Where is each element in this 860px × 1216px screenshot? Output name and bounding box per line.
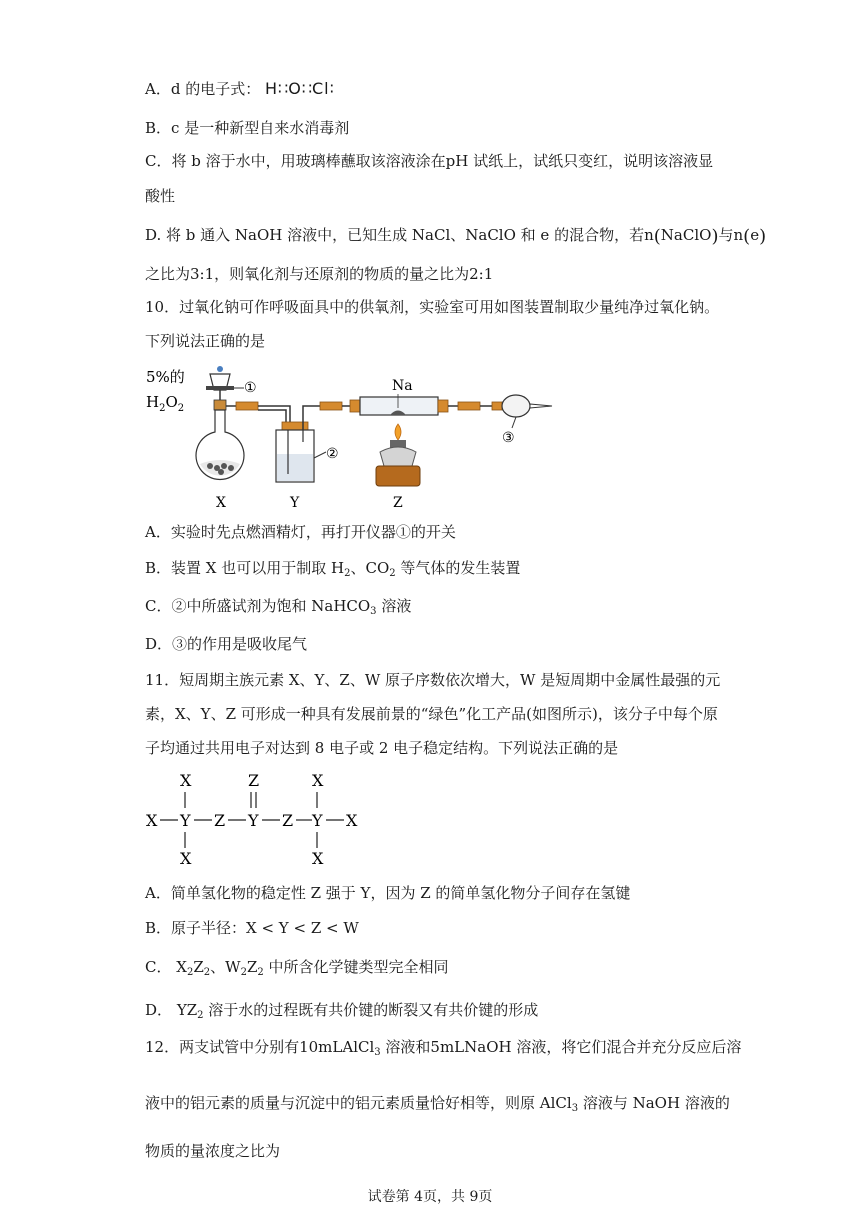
svg-text:X: X	[180, 771, 192, 790]
na-label: Na	[392, 378, 413, 394]
q10-option-a: A．实验时先点燃酒精灯，再打开仪器①的开关	[145, 523, 456, 541]
svg-text:X: X	[180, 849, 192, 868]
q11-option-b: B．原子半径：X < Y < Z < W	[145, 919, 359, 937]
svg-text:Y: Y	[180, 811, 191, 830]
q9-option-c-line2: 酸性	[145, 187, 176, 205]
reagent-label-2: $H_2O_2$	[146, 393, 185, 414]
label-1: ①	[244, 380, 257, 396]
round-bottom-flask-x	[196, 400, 244, 479]
label-y: Y	[290, 495, 300, 511]
q10-option-d: D．③的作用是吸收尾气	[145, 635, 308, 653]
q12-stem-line3: 物质的量浓度之比为	[145, 1142, 281, 1160]
label-z: Z	[393, 495, 403, 511]
q11-structure-formula	[140, 770, 380, 870]
hocl-electron-formula: H∷O∷Cl∶	[265, 79, 334, 98]
svg-text:Z: Z	[282, 811, 294, 830]
q10-option-b: B．装置 X 也可以用于制取 $H_2$、$CO_2$ 等气体的发生装置	[145, 559, 521, 579]
q11-stem-line3: 子均通过共用电子对达到 8 电子或 2 电子稳定结构。下列说法正确的是	[145, 739, 619, 757]
label-x: X	[216, 495, 226, 511]
q12-stem-line1: 12．两支试管中分别有10mLAlCl$_3$ 溶液和5mLNaOH 溶液，将它们混合并充分反应后溶	[145, 1038, 742, 1058]
label-2: ②	[326, 446, 339, 462]
reagent-label-1: 5%的	[146, 368, 185, 386]
combustion-tube-z	[350, 394, 448, 415]
page-footer: 试卷第 4页，共 9页	[367, 1189, 493, 1205]
svg-text:Y: Y	[248, 811, 259, 830]
q9-option-d-line1: D. 将 b 通入 NaOH 溶液中，已知生成 NaCl、NaClO 和 e 的混合物，若n(NaClO)与n(e)	[145, 226, 767, 247]
svg-text:Z: Z	[248, 771, 260, 790]
svg-text:Y: Y	[312, 811, 323, 830]
svg-text:X: X	[312, 849, 324, 868]
q11-option-d: D． $YZ_2$ 溶于水的过程既有共价键的断裂又有共价键的形成	[145, 1001, 539, 1021]
q11-stem-line1: 11．短周期主族元素 X、Y、Z、W 原子序数依次增大，W 是短周期中金属性最强的元	[145, 671, 721, 689]
q10-option-c: C．②中所盛试剂为饱和 NaHCO$_3$ 溶液	[145, 597, 412, 617]
wash-bottle-y	[276, 422, 326, 482]
svg-text:X: X	[346, 811, 358, 830]
q12-stem-line2: 液中的铝元素的质量与沉淀中的铝元素质量恰好相等，则原 AlCl$_3$ 溶液与 NaOH 溶液的	[145, 1094, 730, 1114]
q11-option-c: C． $X_2Z_2$、$W_2Z_2$ 中所含化学键类型完全相同	[145, 958, 449, 978]
label-3: ③	[502, 430, 515, 446]
alcohol-lamp	[376, 424, 420, 486]
q9-option-d-line2: 之比为3:1，则氧化剂与还原剂的物质的量之比为2:1	[145, 265, 494, 283]
q9-option-a: A．d 的电子式： H∷O∷Cl∶	[145, 79, 334, 98]
q10-apparatus-figure	[140, 362, 560, 512]
svg-text:X: X	[146, 811, 158, 830]
q9-option-b: B．c 是一种新型自来水消毒剂	[145, 119, 350, 137]
svg-text:X: X	[312, 771, 324, 790]
q10-stem-line2: 下列说法正确的是	[145, 332, 266, 350]
q11-stem-line2: 素，X、Y、Z 可形成一种具有发展前景的“绿色”化工产品(如图所示)，该分子中每个原	[145, 705, 718, 723]
q9-option-c-line1: C．将 b 溶于水中，用玻璃棒蘸取该溶液涂在pH 试纸上，试纸只变红，说明该溶液显	[145, 152, 714, 170]
svg-text:Z: Z	[214, 811, 226, 830]
q10-stem-line1: 10．过氧化钠可作呼吸面具中的供氧剂，实验室可用如图装置制取少量纯净过氧化钠。	[145, 298, 720, 316]
drying-tube	[502, 395, 552, 428]
q11-option-a: A．简单氢化物的稳定性 Z 强于 Y，因为 Z 的简单氢化物分子间存在氢键	[145, 884, 631, 902]
